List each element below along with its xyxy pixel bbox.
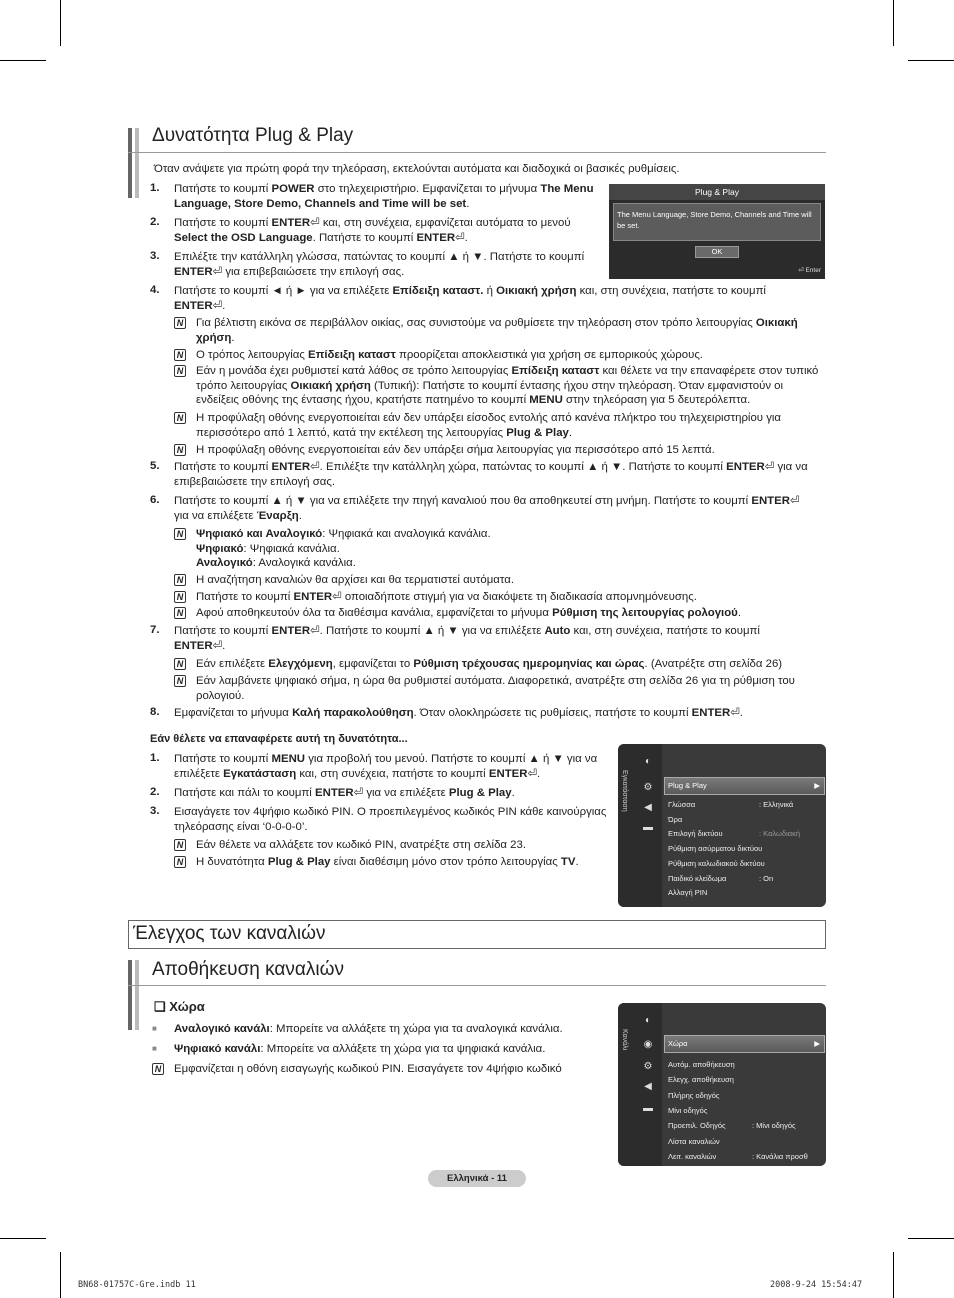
page-number: Ελληνικά - 11 (428, 1170, 526, 1187)
picture-icon[interactable]: ◐ (644, 756, 652, 767)
crop-mark (893, 1252, 894, 1298)
picture-icon[interactable]: ◐ (644, 1015, 652, 1026)
plug-and-play-dialog (609, 184, 825, 279)
subhead-label: Χώρα (169, 999, 205, 1014)
note-text: Εάν η μονάδα έχει ρυθμιστεί κατά λάθος σε τρόπο λειτουργίας Επίδειξη καταστ και θέλετε να την επαναφέρετε στον τυπικό τρόπο λειτουργίας Οικιακή χρήση (Τυπική): Πατήστε το κουμπί έντασης ήχου στην τηλεόραση. Όταν εμφανιστούν οι ενδείξεις οθόνης της έντασης ήχου, κρατήστε πατημένο το κουμπί MENU στην τηλεόραση για 5 δευτερόλεπτα. (196, 365, 819, 406)
gear-icon[interactable]: ⚙ (643, 1061, 653, 1072)
menu-item: Αυτόμ. αποθήκευση (668, 1060, 735, 1069)
step-text: Επιλέξτε την κατάλληλη γλώσσα, πατώντας το κουμπί ▲ ή ▼. Πατήστε το κουμπί ENTER⏎ για επιβεβαιώσετε την επιλογή σας. (174, 251, 585, 278)
enter-hint (798, 266, 821, 274)
step-text: Πατήστε το κουμπί ◄ ή ► για να επιλέξετε Επίδειξη καταστ. ή Οικιακή χρήση και, στη συνέχεια, πατήστε το κουμπί ENTER⏎. (174, 285, 766, 312)
section-bar (135, 128, 139, 198)
menu-item: Ρύθμιση καλωδιακού δικτύου (668, 858, 765, 868)
step-number: 7. (150, 624, 160, 636)
note-icon: N (174, 675, 186, 687)
crop-mark (0, 60, 46, 61)
step-text: Πατήστε και πάλι το κουμπί ENTER⏎ για να επιλέξετε Plug & Play. (174, 787, 515, 799)
step-number: 4. (150, 284, 160, 296)
menu-sidebar (618, 1003, 662, 1166)
step-text: Πατήστε το κουμπί ▲ ή ▼ για να επιλέξετε την πηγή καναλιού που θα αποθηκευτεί στη μνήμη. Πατήστε το κουμπί ENTER⏎ για να επιλέξετε Έναρξη. (174, 495, 800, 522)
section-title: Αποθήκευση καναλιών (152, 959, 344, 980)
step-number: 3. (150, 250, 160, 262)
crop-mark (0, 1238, 46, 1239)
note-icon: N (174, 365, 186, 377)
section-title: Δυνατότητα Plug & Play (152, 125, 354, 146)
note-icon: N (174, 444, 186, 456)
menu-item-country[interactable] (664, 1035, 825, 1053)
note-icon: N (174, 839, 186, 851)
step-text: Πατήστε το κουμπί ENTER⏎ και, στη συνέχεια, εμφανίζεται αυτόματα το μενού Select the OSD Language. Πατήστε το κουμπί ENTER⏎. (174, 217, 571, 244)
crop-mark (60, 1252, 61, 1298)
menu-item: Λειτ. καναλιών (668, 1151, 717, 1161)
menu-item-value: : Μίνι οδηγός (752, 1121, 796, 1131)
menu-item: Επιλογή δικτύου (668, 829, 723, 839)
step-text: Εμφανίζεται το μήνυμα Καλή παρακολούθηση. Όταν ολοκληρώσετε τις ρυθμίσεις, πατήστε το κουμπί ENTER⏎. (174, 707, 743, 719)
note-text: Εάν λαμβάνετε ψηφιακό σήμα, η ώρα θα ρυθμιστεί αυτόματα. Διαφορετικά, ανατρέξτε στη σελίδα 26 για τη ρύθμιση του ρολογιού. (196, 675, 795, 702)
step-number: 1. (150, 752, 160, 764)
title-rule (128, 152, 826, 153)
note-icon: N (174, 856, 186, 868)
step-number: 5. (150, 460, 160, 472)
note-text: Εμφανίζεται η οθόνη εισαγωγής κωδικού PIN. Εισαγάγετε τον 4ψήφιο κωδικό (174, 1063, 562, 1075)
menu-item-value: : Καλωδιακή (759, 829, 801, 839)
menu-category-label: Εγκατάσταση (621, 770, 628, 812)
section-bar (128, 960, 132, 1030)
menu-item-value: : Ελληνικά (759, 800, 794, 809)
section-bar (128, 128, 132, 198)
enter-icon: ⏎ (798, 267, 806, 274)
note-icon: N (174, 412, 186, 424)
menu-item: Γλώσσα (668, 800, 696, 809)
sound-icon[interactable]: ◀ (644, 802, 652, 813)
step-number: 2. (150, 216, 160, 228)
menu-item: Λίστα καναλιών (668, 1136, 720, 1146)
crop-mark (908, 1238, 954, 1239)
step-text: Πατήστε το κουμπί MENU για προβολή του μενού. Πατήστε το κουμπί ▲ ή ▼ για να επιλέξετε Εγκατάσταση και, στη συνέχεια, πατήστε το κουμπί ENTER⏎. (174, 753, 598, 780)
footer-file: BN68-01757C-Gre.indb 11 (78, 1280, 196, 1290)
chapter-title-box (128, 920, 826, 949)
step-number: 2. (150, 786, 160, 798)
note-icon: N (174, 349, 186, 361)
menu-item: Ελεγχ. αποθήκευση (668, 1075, 734, 1085)
bullet-square-icon: ■ (152, 1024, 157, 1033)
setup-menu-screen (618, 744, 826, 907)
step-number: 6. (150, 494, 160, 506)
chapter-title: Έλεγχος των καναλιών (133, 923, 326, 944)
note-text: Η προφύλαξη οθόνης ενεργοποιείται εάν δεν υπάρξει είσοδος εντολής από κανένα πλήκτρο του τηλεχειριστηρίου για περισσότερο από 1 λεπτό, κατά την εκτέλεση της λειτουργίας Plug & Play. (196, 412, 782, 439)
note-icon: N (174, 574, 186, 586)
satellite-icon[interactable]: ◉ (643, 1039, 653, 1050)
note-text: Αφού αποθηκευτούν όλα τα διαθέσιμα κανάλια, εμφανίζεται το μήνυμα Ρύθμιση της λειτουργίας ρολογιού. (196, 607, 741, 619)
menu-category-label: Κανάλι (621, 1029, 628, 1051)
channel-menu-screen (618, 1003, 826, 1166)
step-text: Πατήστε το κουμπί ENTER⏎. Επιλέξτε την κατάλληλη χώρα, πατώντας το κουμπί ▲ ή ▼. Πατήστε το κουμπί ENTER⏎ για να επιβεβαιώσετε την επιλογή σας. (174, 461, 808, 488)
step-text: Πατήστε το κουμπί ENTER⏎. Πατήστε το κουμπί ▲ ή ▼ για να επιλέξετε Auto και, στη συνέχεια, πατήστε το κουμπί ENTER⏎. (174, 625, 760, 652)
note-icon: N (174, 528, 186, 540)
arrow-right-icon: ▶ (814, 781, 820, 790)
menu-item: Ώρα (668, 814, 683, 824)
input-icon[interactable]: ▬ (643, 822, 653, 833)
dialog-message: The Menu Language, Store Demo, Channels and Time will be set. (613, 203, 821, 241)
crop-mark (908, 60, 954, 61)
note-text: Η προφύλαξη οθόνης ενεργοποιείται εάν δεν υπάρξει σήμα λειτουργίας για περισσότερο από 15 λεπτά. (196, 444, 715, 456)
menu-item-value: : On (759, 873, 774, 883)
note-icon: N (152, 1063, 164, 1075)
menu-item-value: : Κανάλια προσθ (752, 1151, 808, 1161)
step-number: 3. (150, 805, 160, 817)
menu-item: Ρύθμιση ασύρματου δικτύου (668, 844, 763, 854)
input-icon[interactable]: ▬ (643, 1103, 653, 1114)
bullet-square-icon: ■ (152, 1044, 157, 1053)
note-text: Πατήστε το κουμπί ENTER⏎ οποιαδήποτε στιγμή για να διακόψετε τη διαδικασία απομνημόνευσης. (196, 591, 697, 603)
enter-label: Enter (805, 267, 821, 274)
step-text: Πατήστε το κουμπί POWER στο τηλεχειριστήριο. Εμφανίζεται το μήνυμα The Menu Language, Store Demo, Channels and Time will be set. (174, 183, 594, 210)
menu-item: Πλήρης οδηγός (668, 1090, 720, 1100)
bullet-text: Αναλογικό κανάλι: Μπορείτε να αλλάξετε τη χώρα για τα αναλογικά κανάλια. (174, 1023, 563, 1035)
subhead (154, 1000, 205, 1015)
menu-item-label: Χώρα (668, 1039, 688, 1048)
bullet-text: Ψηφιακό κανάλι: Μπορείτε να αλλάξετε τη χώρα για τα ψηφιακά κανάλια. (174, 1043, 546, 1055)
note-text: Η αναζήτηση καναλιών θα αρχίσει και θα τερματιστεί αυτόματα. (196, 574, 514, 586)
note-text: Η δυνατότητα Plug & Play είναι διαθέσιμη μόνο στον τρόπο λειτουργίας TV. (196, 856, 579, 868)
title-rule (128, 985, 826, 986)
menu-item: Μίνι οδηγός (668, 1105, 708, 1115)
note-text: Για βέλτιστη εικόνα σε περιβάλλον οικίας, σας συνιστούμε να ρυθμίσετε την τηλεόραση στον τρόπο λειτουργίας Οικιακή χρήση. (196, 317, 798, 344)
sound-icon[interactable]: ◀ (644, 1081, 652, 1092)
step-text: Εισαγάγετε τον 4ψήφιο κωδικό PIN. Ο προεπιλεγμένος κωδικός PIN κάθε καινούργιας τηλεόρασης είναι ‘0-0-0-0’. (174, 806, 607, 833)
note-text: Εάν θέλετε να αλλάξετε τον κωδικό PIN, ανατρέξτε στη σελίδα 23. (196, 839, 527, 851)
menu-item-plug-and-play[interactable] (664, 777, 825, 795)
note-text: Εάν επιλέξετε Ελεγχόμενη, εμφανίζεται το Ρύθμιση τρέχουσας ημερομηνίας και ώρας. (Ανατρέξτε στη σελίδα 26) (196, 658, 783, 670)
menu-item: Αλλαγή PIN (668, 888, 708, 898)
note-text: Ψηφιακό και Αναλογικό: Ψηφιακά και αναλογικά κανάλια. Ψηφιακό: Ψηφιακά κανάλια. Αναλογικό: Αναλογικά κανάλια. (196, 528, 491, 569)
note-text: Ο τρόπος λειτουργίας Επίδειξη καταστ προορίζεται αποκλειστικά για χρήση σε εμπορικούς χώρους. (196, 349, 703, 361)
reset-heading: Εάν θέλετε να επαναφέρετε αυτή τη δυνατότητα... (150, 733, 408, 745)
dialog-title: Plug & Play (609, 184, 825, 200)
note-icon: N (174, 607, 186, 619)
note-icon: N (174, 658, 186, 670)
ok-button[interactable]: OK (695, 246, 739, 258)
footer-date: 2008-9-24 15:54:47 (770, 1280, 863, 1290)
step-number: 1. (150, 182, 160, 194)
crop-mark (60, 0, 61, 46)
menu-item: Παιδικό κλείδωμα (668, 873, 727, 883)
crop-mark (893, 0, 894, 46)
arrow-right-icon: ▶ (814, 1039, 820, 1048)
step-number: 8. (150, 706, 160, 718)
menu-item: Προεπιλ. Οδηγός (668, 1121, 726, 1131)
intro-text: Όταν ανάψετε για πρώτη φορά την τηλεόραση, εκτελούνται αυτόματα και διαδοχικά οι βασικές ρυθμίσεις. (154, 163, 680, 175)
gear-icon[interactable]: ⚙ (643, 782, 653, 793)
menu-sidebar (618, 744, 662, 907)
menu-item-label: Plug & Play (668, 781, 707, 790)
section-bar (135, 960, 139, 1030)
checkbox-icon: ❑ (154, 999, 170, 1014)
note-icon: N (174, 317, 186, 329)
note-icon: N (174, 591, 186, 603)
